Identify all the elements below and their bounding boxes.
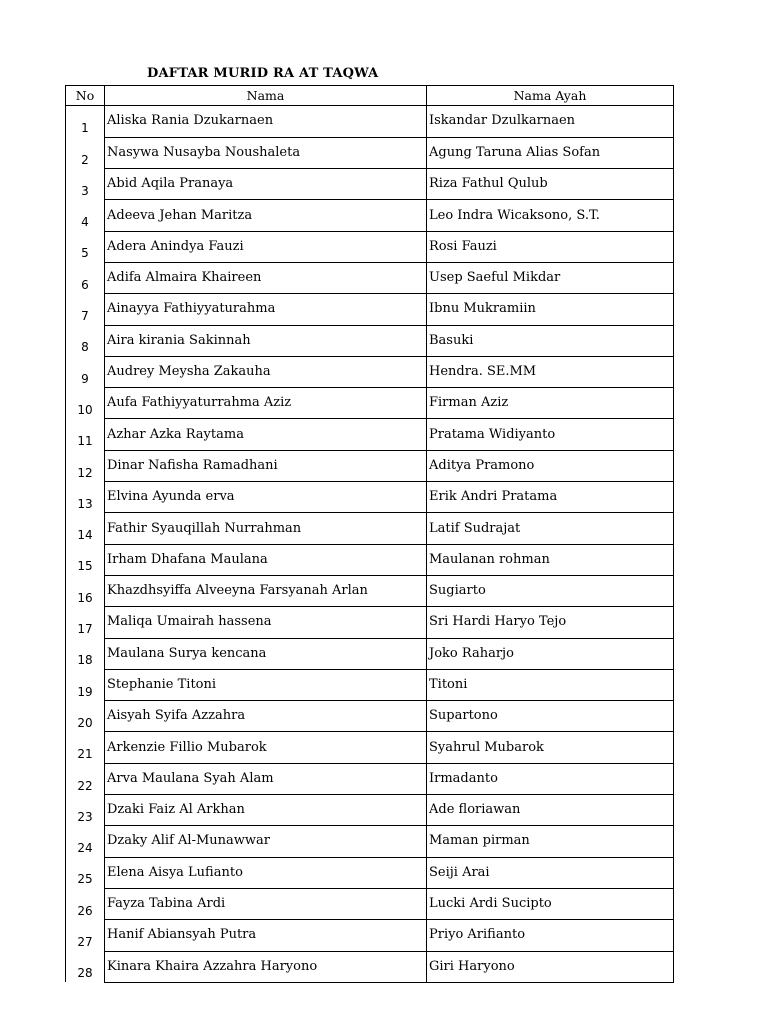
table-row	[66, 419, 674, 450]
table-row	[66, 857, 674, 888]
student-name: Elena Aisya Lufianto	[105, 857, 427, 888]
student-name: Adeeva Jehan Maritza	[105, 200, 427, 231]
header-nama: Nama	[105, 86, 427, 106]
father-name: Titoni	[427, 669, 674, 700]
student-name: Fayza Tabina Ardi	[105, 888, 427, 919]
table-row	[66, 920, 674, 951]
table-row	[66, 137, 674, 168]
row-number: 8	[66, 325, 105, 356]
table-row	[66, 795, 674, 826]
table-row	[66, 951, 674, 982]
row-number: 17	[66, 607, 105, 638]
father-name: Syahrul Mubarok	[427, 732, 674, 763]
father-name: Ibnu Mukramiin	[427, 294, 674, 325]
table-row	[66, 325, 674, 356]
father-name: Hendra. SE.MM	[427, 356, 674, 387]
student-name: Stephanie Titoni	[105, 669, 427, 700]
table-row	[66, 732, 674, 763]
document-title: DAFTAR MURID RA AT TAQWA	[147, 66, 379, 81]
table-row	[66, 513, 674, 544]
father-name: Firman Aziz	[427, 388, 674, 419]
father-name: Sri Hardi Haryo Tejo	[427, 607, 674, 638]
student-name: Khazdhsyiffa Alveeyna Farsyanah Arlan	[105, 575, 427, 606]
student-name: Dinar Nafisha Ramadhani	[105, 450, 427, 481]
row-number: 2	[66, 137, 105, 168]
row-number: 20	[66, 701, 105, 732]
table-row	[66, 888, 674, 919]
row-number: 11	[66, 419, 105, 450]
header-nama-ayah: Nama Ayah	[427, 86, 674, 106]
father-name: Rosi Fauzi	[427, 231, 674, 262]
father-name: Maulanan rohman	[427, 544, 674, 575]
row-number: 12	[66, 450, 105, 481]
father-name: Erik Andri Pratama	[427, 482, 674, 513]
row-number: 9	[66, 356, 105, 387]
father-name: Latif Sudrajat	[427, 513, 674, 544]
student-name: Maliqa Umairah hassena	[105, 607, 427, 638]
table-row	[66, 575, 674, 606]
student-name: Aliska Rania Dzukarnaen	[105, 106, 427, 138]
row-number: 24	[66, 826, 105, 857]
table-row	[66, 106, 674, 138]
father-name: Seiji Arai	[427, 857, 674, 888]
table-header-row	[66, 86, 674, 106]
row-number: 4	[66, 200, 105, 231]
student-name: Irham Dhafana Maulana	[105, 544, 427, 575]
row-number: 7	[66, 294, 105, 325]
father-name: Riza Fathul Qulub	[427, 169, 674, 200]
row-number: 26	[66, 888, 105, 919]
student-name: Dzaki Faiz Al Arkhan	[105, 795, 427, 826]
father-name: Giri Haryono	[427, 951, 674, 982]
table-row	[66, 200, 674, 231]
father-name: Ade floriawan	[427, 795, 674, 826]
father-name: Aditya Pramono	[427, 450, 674, 481]
student-name: Adera Anindya Fauzi	[105, 231, 427, 262]
father-name: Usep Saeful Mikdar	[427, 262, 674, 293]
row-number: 18	[66, 638, 105, 669]
table-row	[66, 638, 674, 669]
father-name: Sugiarto	[427, 575, 674, 606]
row-number: 14	[66, 513, 105, 544]
row-number: 5	[66, 231, 105, 262]
father-name: Priyo Arifianto	[427, 920, 674, 951]
row-number: 3	[66, 169, 105, 200]
table-row	[66, 169, 674, 200]
row-number: 22	[66, 763, 105, 794]
row-number: 10	[66, 388, 105, 419]
father-name: Maman pirman	[427, 826, 674, 857]
father-name: Irmadanto	[427, 763, 674, 794]
table-row	[66, 763, 674, 794]
table-row	[66, 701, 674, 732]
father-name: Joko Raharjo	[427, 638, 674, 669]
row-number: 23	[66, 795, 105, 826]
table-body	[66, 106, 674, 983]
student-name: Fathir Syauqillah Nurrahman	[105, 513, 427, 544]
row-number: 21	[66, 732, 105, 763]
student-name: Abid Aqila Pranaya	[105, 169, 427, 200]
father-name: Iskandar Dzulkarnaen	[427, 106, 674, 138]
student-name: Arkenzie Fillio Mubarok	[105, 732, 427, 763]
student-name: Audrey Meysha Zakauha	[105, 356, 427, 387]
row-number: 1	[66, 106, 105, 138]
father-name: Leo Indra Wicaksono, S.T.	[427, 200, 674, 231]
student-name: Maulana Surya kencana	[105, 638, 427, 669]
row-number: 15	[66, 544, 105, 575]
table-row	[66, 450, 674, 481]
table-row	[66, 231, 674, 262]
student-name: Arva Maulana Syah Alam	[105, 763, 427, 794]
student-name: Aisyah Syifa Azzahra	[105, 701, 427, 732]
row-number: 25	[66, 857, 105, 888]
student-name: Azhar Azka Raytama	[105, 419, 427, 450]
row-number: 13	[66, 482, 105, 513]
father-name: Basuki	[427, 325, 674, 356]
student-table	[65, 85, 674, 983]
table-row	[66, 388, 674, 419]
row-number: 6	[66, 262, 105, 293]
row-number: 19	[66, 669, 105, 700]
row-number: 28	[66, 951, 105, 982]
father-name: Supartono	[427, 701, 674, 732]
student-name: Kinara Khaira Azzahra Haryono	[105, 951, 427, 982]
student-name: Dzaky Alif Al-Munawwar	[105, 826, 427, 857]
table-row	[66, 607, 674, 638]
father-name: Lucki Ardi Sucipto	[427, 888, 674, 919]
student-name: Ainayya Fathiyyaturahma	[105, 294, 427, 325]
table-row	[66, 482, 674, 513]
father-name: Pratama Widiyanto	[427, 419, 674, 450]
table-row	[66, 544, 674, 575]
row-number: 27	[66, 920, 105, 951]
table-row	[66, 356, 674, 387]
student-name: Nasywa Nusayba Noushaleta	[105, 137, 427, 168]
row-number: 16	[66, 575, 105, 606]
table-row	[66, 294, 674, 325]
student-name: Elvina Ayunda erva	[105, 482, 427, 513]
table-row	[66, 262, 674, 293]
student-name: Adifa Almaira Khaireen	[105, 262, 427, 293]
student-name: Aufa Fathiyyaturrahma Aziz	[105, 388, 427, 419]
table-row	[66, 826, 674, 857]
student-name: Aira kirania Sakinnah	[105, 325, 427, 356]
header-no: No	[66, 86, 105, 106]
student-name: Hanif Abiansyah Putra	[105, 920, 427, 951]
father-name: Agung Taruna Alias Sofan	[427, 137, 674, 168]
table-row	[66, 669, 674, 700]
